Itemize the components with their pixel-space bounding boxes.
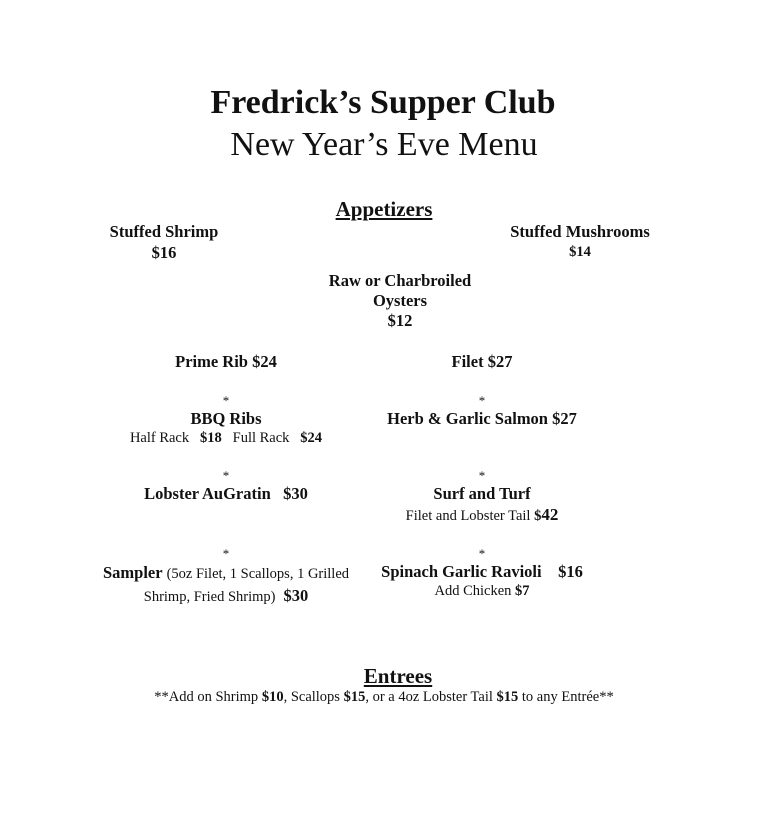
lobster-augratin-name: Lobster AuGratin <box>144 484 271 503</box>
full-rack-price: $24 <box>300 430 323 446</box>
sampler-desc-line2: Shrimp, Fried Shrimp) <box>143 589 276 605</box>
addon-note-text-4: to any Entrée** <box>518 689 614 705</box>
add-chicken-price: $7 <box>515 583 530 599</box>
filet-item: Filet $27 <box>451 352 513 371</box>
separator-right-1: * <box>478 393 486 408</box>
addon-note <box>0 689 768 706</box>
prime-rib-item: Prime Rib $24 <box>175 352 277 371</box>
half-rack-label: Half Rack <box>129 430 190 446</box>
addon-note-text-3: , or a 4oz Lobster Tail <box>365 689 497 705</box>
separator-right-3: * <box>478 546 486 561</box>
half-rack-price: $18 <box>200 430 222 446</box>
oysters-price: $12 <box>387 311 413 330</box>
surf-turf-description: Filet and Lobster Tail <box>405 508 531 524</box>
sampler-desc-line1: (5oz Filet, 1 Scallops, 1 Grilled <box>166 566 350 582</box>
stuffed-mushrooms-item <box>480 222 680 261</box>
stuffed-shrimp-item <box>64 222 264 263</box>
ravioli-addon <box>382 583 582 600</box>
addon-note-text-2: , Scallops <box>283 689 344 705</box>
separator-left-3: * <box>222 546 230 561</box>
separator-left-2: * <box>222 468 230 483</box>
add-chicken-label: Add Chicken <box>434 583 512 599</box>
oysters-line1: Raw or Charbroiled <box>328 271 472 290</box>
addon-lobster-price: $15 <box>496 689 519 705</box>
surf-turf-price-symbol: $ <box>534 508 542 524</box>
oysters-item <box>300 271 500 331</box>
lobster-augratin-price: $30 <box>283 484 308 503</box>
salmon-item: Herb & Garlic Salmon $27 <box>387 409 577 428</box>
addon-shrimp-price: $10 <box>261 689 284 705</box>
lobster-augratin-item <box>106 484 346 504</box>
addon-scallops-price: $15 <box>343 689 366 705</box>
surf-turf-name: Surf and Turf <box>433 484 531 503</box>
stuffed-mushrooms-price: $14 <box>569 244 591 260</box>
sampler-price: $30 <box>283 586 309 605</box>
separator-right-2: * <box>478 468 486 483</box>
separator-left-1: * <box>222 393 230 408</box>
stuffed-mushrooms-name: Stuffed Mushrooms <box>510 222 650 241</box>
full-rack-label: Full Rack <box>232 430 290 446</box>
bbq-ribs-name: BBQ Ribs <box>190 409 262 428</box>
addon-note-text-1: **Add on Shrimp <box>154 689 262 705</box>
sampler-name: Sampler <box>102 563 163 582</box>
stuffed-shrimp-price: $16 <box>151 243 177 262</box>
appetizers-heading: Appetizers <box>335 197 433 221</box>
menu-title: New Year’s Eve Menu <box>230 126 538 163</box>
ravioli-name: Spinach Garlic Ravioli <box>381 562 542 581</box>
bbq-ribs-options <box>96 430 356 447</box>
restaurant-name: Fredrick’s Supper Club <box>210 84 556 121</box>
surf-turf-desc <box>362 505 602 525</box>
entrees-heading: Entrees <box>363 664 433 688</box>
sampler-item <box>86 562 366 608</box>
ravioli-price: $16 <box>558 562 583 581</box>
oysters-line2: Oysters <box>372 291 428 310</box>
stuffed-shrimp-name: Stuffed Shrimp <box>109 222 219 241</box>
surf-turf-price: 42 <box>541 505 559 524</box>
ravioli-item <box>352 562 612 582</box>
